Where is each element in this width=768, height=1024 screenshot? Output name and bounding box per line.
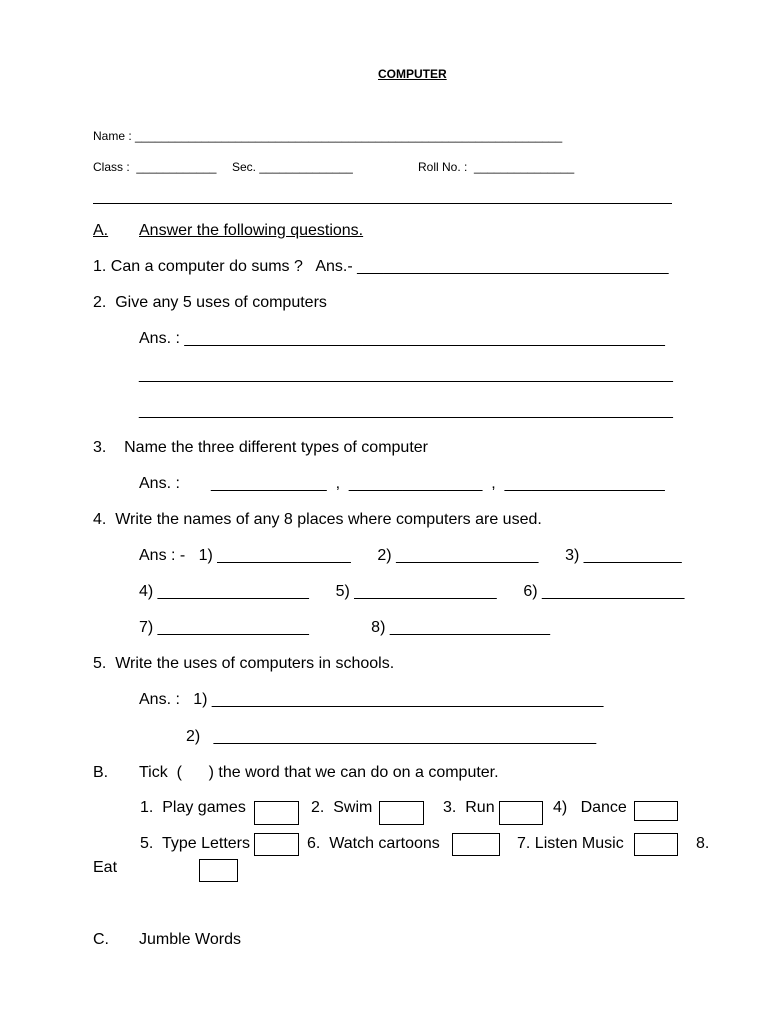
question-1[interactable]: 1. Can a computer do sums ? Ans.- ___________________________________: [93, 258, 669, 275]
section-field[interactable]: Sec. ______________: [232, 160, 353, 174]
question-4-answer-row-3[interactable]: 7) _________________ 8) __________________: [139, 619, 551, 636]
checkbox-watch-cartoons[interactable]: [452, 833, 500, 856]
header-divider: [93, 203, 672, 204]
option-watch-cartoons: 6. Watch cartoons: [307, 835, 440, 852]
checkbox-eat[interactable]: [199, 859, 238, 882]
checkbox-swim[interactable]: [379, 801, 424, 825]
checkbox-run[interactable]: [499, 801, 543, 825]
question-4: 4. Write the names of any 8 places where computers are used.: [93, 511, 542, 528]
section-c-letter: C.: [93, 931, 109, 948]
option-listen-music: 7. Listen Music: [517, 835, 624, 852]
option-swim: 2. Swim: [311, 799, 373, 816]
checkbox-play-games[interactable]: [254, 801, 299, 825]
class-field[interactable]: Class : ____________: [93, 160, 217, 174]
option-dance: 4) Dance: [553, 799, 627, 816]
checkbox-dance[interactable]: [634, 801, 678, 821]
question-2-answer-line-2[interactable]: ____________________________________________________________: [139, 366, 673, 383]
section-a-letter: A.: [93, 222, 109, 239]
question-2: 2. Give any 5 uses of computers: [93, 294, 327, 311]
question-3-answer[interactable]: Ans. : _____________ , _______________ , __________________: [139, 475, 665, 492]
section-a-heading: Answer the following questions.: [139, 222, 364, 239]
checkbox-listen-music[interactable]: [634, 833, 678, 856]
question-4-answer-row-2[interactable]: 4) _________________ 5) ________________ 6) ________________: [139, 583, 685, 600]
option-run: 3. Run: [443, 799, 495, 816]
question-5-answer-1[interactable]: Ans. : 1) ____________________________________________: [139, 691, 604, 708]
option-play-games: 1. Play games: [140, 799, 246, 816]
question-2-answer-line-1[interactable]: Ans. : ______________________________________________________: [139, 330, 665, 347]
option-eat: Eat: [93, 859, 118, 876]
option-8-number: 8.: [696, 835, 710, 852]
question-5: 5. Write the uses of computers in schools.: [93, 655, 395, 672]
question-2-answer-line-3[interactable]: ____________________________________________________________: [139, 402, 673, 419]
question-3: 3. Name the three different types of computer: [93, 439, 428, 456]
question-4-answer-row-1[interactable]: Ans : - 1) _______________ 2) ________________ 3) ___________: [139, 547, 682, 564]
section-b-letter: B.: [93, 764, 109, 781]
section-c-heading: Jumble Words: [139, 931, 241, 948]
section-b-instruction: Tick ( ) the word that we can do on a computer.: [139, 764, 499, 781]
roll-no-field[interactable]: Roll No. : _______________: [418, 160, 575, 174]
option-type-letters: 5. Type Letters: [140, 835, 250, 852]
checkbox-type-letters[interactable]: [254, 833, 299, 856]
page-title: COMPUTER: [378, 67, 447, 81]
question-5-answer-2[interactable]: 2) ___________________________________________: [186, 728, 597, 745]
name-field[interactable]: Name : ________________________________________________________________: [93, 129, 563, 143]
